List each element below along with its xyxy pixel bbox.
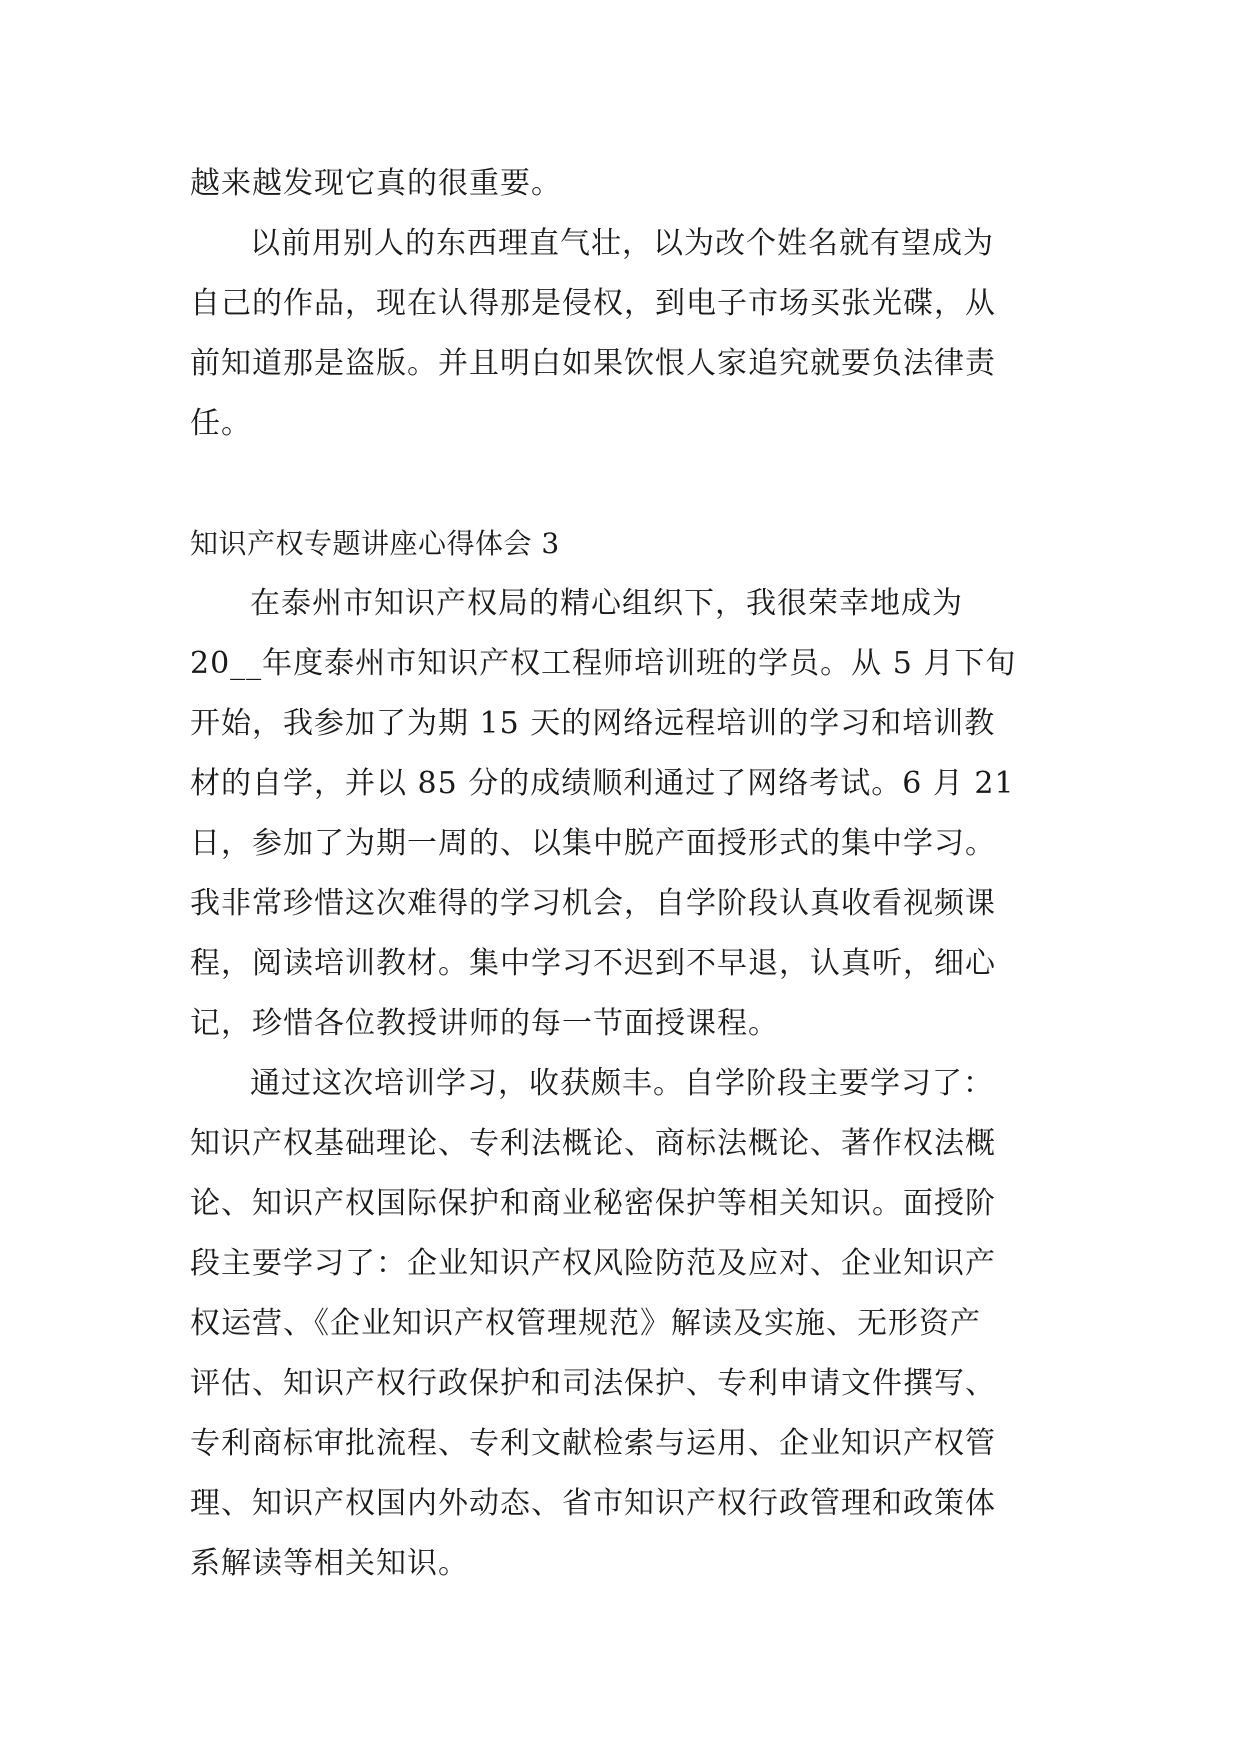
text-line: 系解读等相关知识。 (190, 1546, 469, 1581)
paragraph-training-intro (190, 574, 1050, 1054)
text-line: 在泰州市知识产权局的精心组织下，我很荣幸地成为 (250, 586, 963, 621)
text-line: 开始，我参加了为期 15 天的网络远程培训的学习和培训教 (190, 706, 996, 741)
paragraph-training-content (190, 1054, 1050, 1594)
text-line: 知识产权基础理论、专利法概论、商标法概论、著作权法概 (190, 1126, 996, 1161)
text-line: 日，参加了为期一周的、以集中脱产面授形式的集中学习。 (190, 826, 996, 861)
document-body (190, 154, 1050, 1594)
text-line: 程，阅读培训教材。集中学习不迟到不早退，认真听，细心 (190, 946, 996, 981)
section-heading: 知识产权专题讲座心得体会 3 (190, 527, 560, 560)
text-line: 权运营、《企业知识产权管理规范》解读及实施、无形资产 (190, 1306, 981, 1341)
text-line: 20__年度泰州市知识产权工程师培训班的学员。从 5 月下旬 (190, 646, 1017, 681)
text-line: 越来越发现它真的很重要。 (190, 166, 562, 201)
text-line: 理、知识产权国内外动态、省市知识产权行政管理和政策体 (190, 1486, 996, 1521)
text-line: 段主要学习了：企业知识产权风险防范及应对、企业知识产 (190, 1246, 996, 1281)
paragraph-continuation (190, 154, 1050, 214)
text-line: 论、知识产权国际保护和商业秘密保护等相关知识。面授阶 (190, 1186, 996, 1221)
text-line: 以前用别人的东西理直气壮，以为改个姓名就有望成为 (250, 226, 994, 261)
text-line: 专利商标审批流程、专利文献检索与运用、企业知识产权管 (190, 1426, 996, 1461)
text-line: 记，珍惜各位教授讲师的每一节面授课程。 (190, 1006, 779, 1041)
text-line: 材的自学，并以 85 分的成绩顺利通过了网络考试。6 月 21 (190, 766, 1015, 801)
text-line: 通过这次培训学习，收获颇丰。自学阶段主要学习了： (250, 1066, 994, 1101)
text-line: 我非常珍惜这次难得的学习机会，自学阶段认真收看视频课 (190, 886, 996, 921)
text-line: 任。 (190, 406, 252, 441)
text-line: 评估、知识产权行政保护和司法保护、专利申请文件撰写、 (190, 1366, 996, 1401)
paragraph-piracy (190, 214, 1050, 454)
text-line: 自己的作品，现在认得那是侵权，到电子市场买张光碟，从 (190, 286, 996, 321)
text-line: 前知道那是盗版。并且明白如果饮恨人家追究就要负法律责 (190, 346, 996, 381)
